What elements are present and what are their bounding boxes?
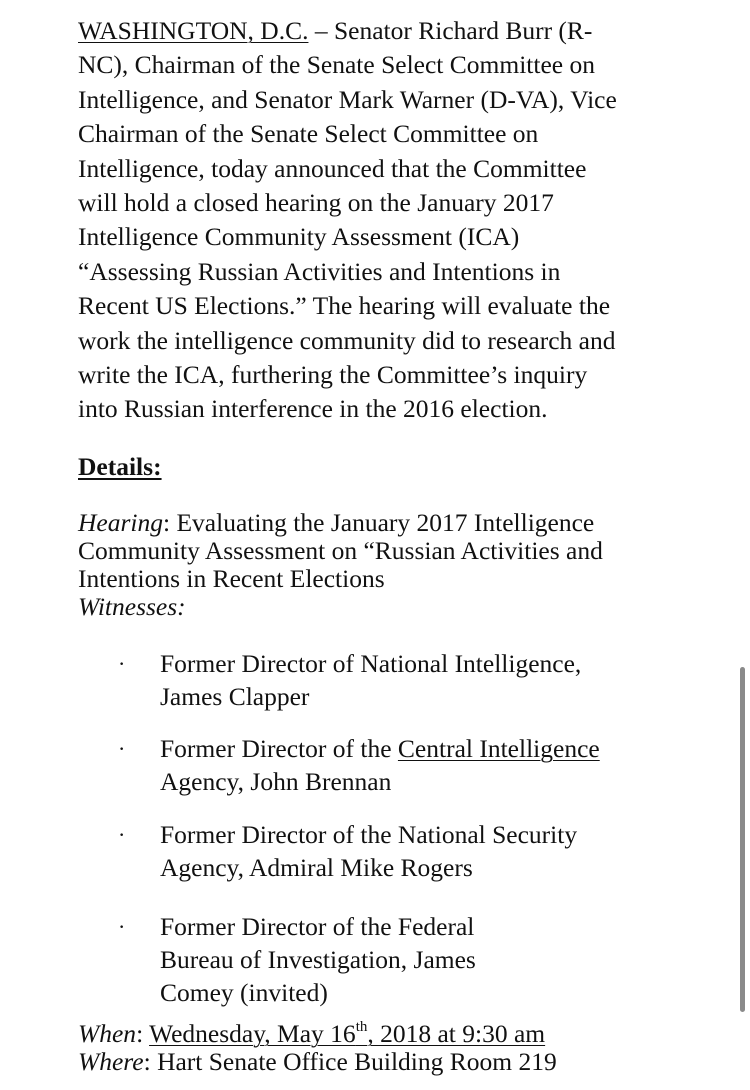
intro-line: Chairman of the Senate Select Committee on bbox=[78, 119, 539, 149]
intro-line: Intelligence, and Senator Mark Warner (D-VA), Vice bbox=[78, 84, 617, 114]
intro-line: Intelligence Community Assessment (ICA) bbox=[78, 222, 520, 252]
where-line bbox=[78, 1048, 557, 1076]
intro-line: NC), Chairman of the Senate Select Committee on bbox=[78, 50, 595, 80]
scrollbar[interactable] bbox=[740, 667, 745, 1012]
hearing-line: Community Assessment on “Russian Activities and bbox=[78, 536, 603, 565]
when-label: When bbox=[78, 1019, 137, 1048]
witness-line bbox=[160, 732, 600, 765]
bullet-icon: · bbox=[118, 736, 126, 761]
intro-line-1 bbox=[78, 14, 718, 48]
intro-line: Recent US Elections.” The hearing will evaluate the bbox=[78, 291, 611, 321]
hearing-label: Hearing bbox=[78, 508, 163, 537]
details-heading: Details: bbox=[78, 452, 162, 481]
when-line bbox=[78, 1020, 557, 1048]
date-text: Wednesday, May 16 bbox=[149, 1019, 356, 1048]
witness-line: Agency, Admiral Mike Rogers bbox=[160, 853, 473, 882]
hearing-line: Intentions in Recent Elections bbox=[78, 564, 385, 593]
hearing-block bbox=[78, 509, 718, 621]
intro-line-1-text: – Senator Richard Burr (R- bbox=[308, 16, 593, 45]
witness-line: Bureau of Investigation, James bbox=[160, 945, 476, 974]
date-link[interactable] bbox=[149, 1019, 545, 1048]
witness-line: Former Director of the National Security bbox=[160, 820, 578, 849]
intro-line: write the ICA, furthering the Committee’s inquiry bbox=[78, 360, 588, 390]
when-sep: : bbox=[136, 1019, 150, 1048]
witness-line: Agency, John Brennan bbox=[160, 767, 392, 796]
bullet-icon: · bbox=[118, 822, 126, 847]
hearing-text: : Evaluating the January 2017 Intelligence bbox=[163, 508, 595, 537]
intro-line: “Assessing Russian Activities and Intentions in bbox=[78, 256, 561, 286]
schedule-block bbox=[78, 1020, 557, 1076]
intro-line: into Russian interference in the 2016 election. bbox=[78, 394, 548, 424]
list-item bbox=[118, 647, 582, 713]
intro-line: will hold a closed hearing on the January 2017 bbox=[78, 188, 554, 218]
intro-paragraph bbox=[78, 14, 718, 427]
witness-line-text: Former Director of the bbox=[160, 734, 398, 763]
witness-line: Comey (invited) bbox=[160, 978, 328, 1007]
bullet-icon: · bbox=[118, 651, 126, 676]
where-label: Where bbox=[78, 1047, 144, 1076]
witness-line: Former Director of the Federal bbox=[160, 912, 475, 941]
witness-line: Former Director of National Intelligence, bbox=[160, 649, 582, 678]
witnesses-label bbox=[78, 593, 718, 621]
date-time-text: , 2018 at 9:30 am bbox=[367, 1019, 546, 1048]
list-item bbox=[118, 732, 600, 798]
where-value: : Hart Senate Office Building Room 219 bbox=[143, 1047, 557, 1076]
intro-line: work the intelligence community did to research and bbox=[78, 325, 616, 355]
date-ordinal: th bbox=[355, 1018, 368, 1035]
witnesses-label-text: Witnesses: bbox=[78, 592, 186, 621]
hearing-line-1 bbox=[78, 509, 718, 537]
list-item bbox=[118, 818, 578, 884]
witness-line: James Clapper bbox=[160, 682, 310, 711]
dateline: WASHINGTON, D.C. bbox=[78, 16, 309, 45]
cia-link[interactable]: Central Intelligence bbox=[397, 734, 600, 763]
intro-line: Intelligence, today announced that the Committee bbox=[78, 153, 587, 183]
list-item bbox=[118, 910, 476, 1009]
bullet-icon: · bbox=[118, 914, 126, 939]
